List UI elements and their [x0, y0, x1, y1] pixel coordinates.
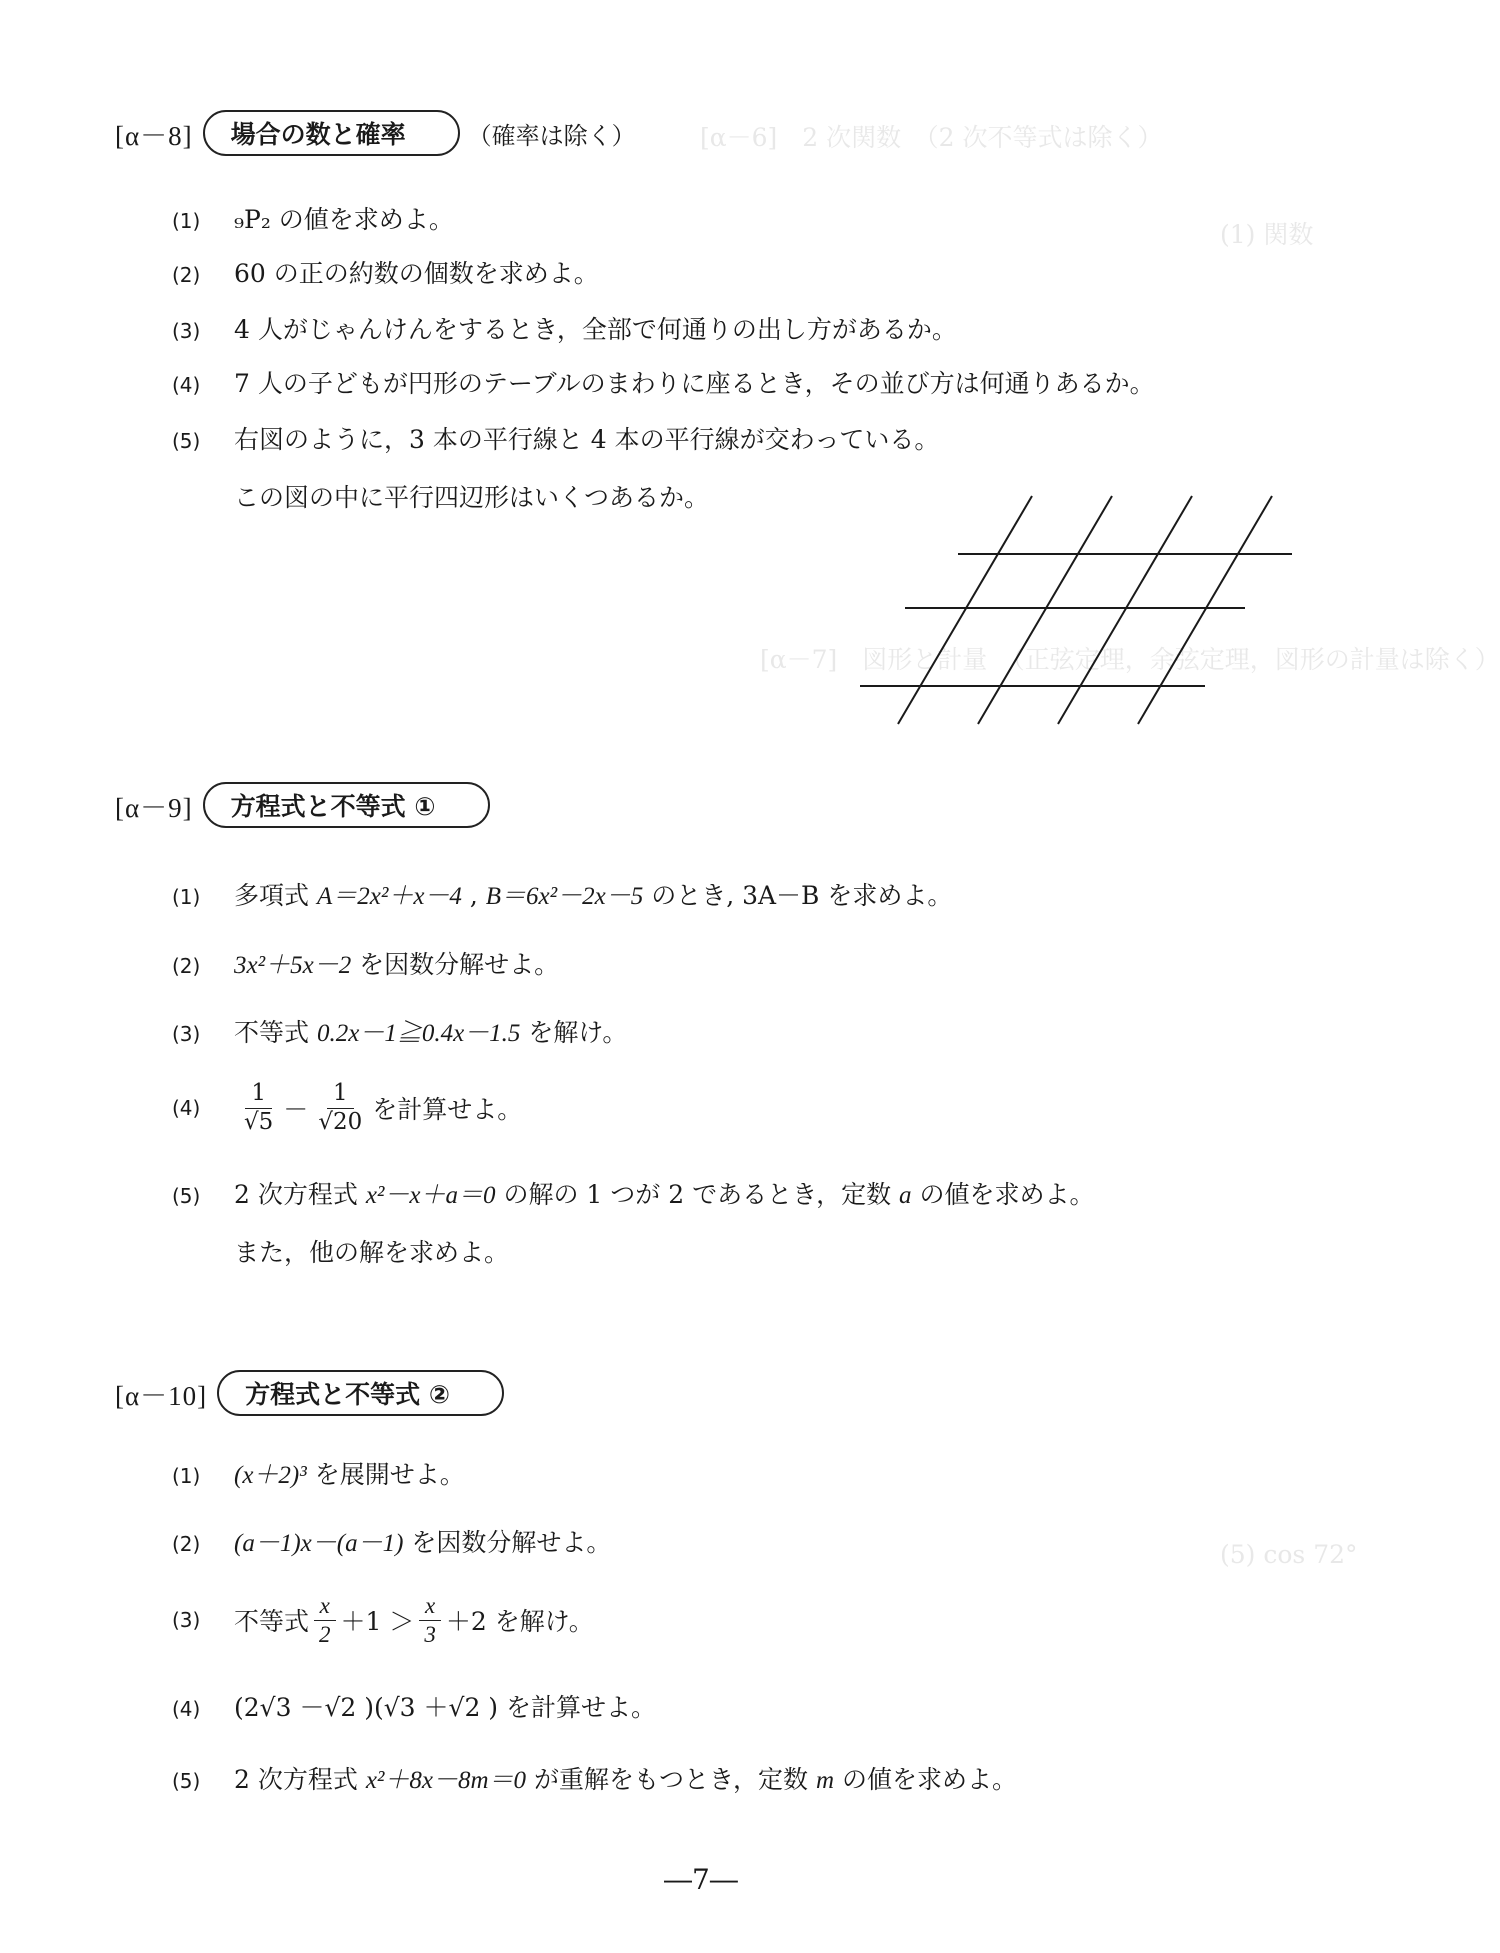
question-pre: 2 次方程式 — [234, 1180, 358, 1209]
question-a8-3 — [172, 310, 957, 346]
question-number: (1) — [172, 209, 201, 233]
numerator: x — [419, 1592, 441, 1621]
question-post: を因数分解せよ。 — [359, 950, 560, 979]
numerator: 1 — [327, 1080, 354, 1109]
section-title: 方程式と不等式 ① — [203, 782, 490, 828]
question-post: を計算せよ。 — [506, 1693, 657, 1722]
question-text: また，他の解を求めよ。 — [234, 1238, 510, 1267]
inequality: 0.2x－1≧0.4x－1.5 — [316, 1020, 521, 1047]
question-mid: の解の 1 つが 2 であるとき，定数 — [503, 1180, 892, 1209]
question-number: (3) — [172, 319, 201, 343]
question-a10-4 — [172, 1688, 656, 1724]
question-a8-1 — [172, 200, 454, 236]
question-text: 右図のように，3 本の平行線と 4 本の平行線が交わっている。 — [234, 425, 940, 454]
polynomial-a: A＝2x²＋x－4 — [316, 883, 462, 910]
question-number: (5) — [172, 1769, 201, 1793]
question-text: 4 人がじゃんけんをするとき，全部で何通りの出し方があるか。 — [234, 315, 957, 344]
question-number: (3) — [172, 1022, 201, 1046]
operator: ＋1 ＞ — [340, 1607, 415, 1637]
question-post: の値を求めよ。 — [842, 1765, 1018, 1794]
question-pre: 2 次方程式 — [234, 1765, 358, 1794]
question-pre: 多項式 — [234, 881, 310, 910]
question-a9-2 — [172, 945, 559, 981]
denominator: 3 — [424, 1621, 436, 1647]
denominator: √20 — [318, 1108, 363, 1135]
expression: (2√3 －√2 )(√3 ＋√2 ) — [234, 1693, 499, 1722]
question-a8-5 — [172, 420, 939, 456]
section-number: [α－9] — [115, 792, 193, 823]
fraction — [313, 1592, 337, 1648]
question-text: 7 人の子どもが円形のテーブルのまわりに座るとき，その並び方は何通りあるか。 — [234, 369, 1155, 398]
question-number: (1) — [172, 1464, 201, 1488]
question-a8-2 — [172, 254, 599, 290]
expression: (x＋2)³ — [234, 1462, 307, 1489]
fraction — [312, 1080, 368, 1136]
section-title: 場合の数と確率 — [203, 110, 460, 156]
question-post: を因数分解せよ。 — [411, 1528, 612, 1557]
variable: m — [815, 1767, 835, 1794]
question-a9-4: (4) $\frac{1}{√5}$ － $\frac{1}{√20}$ を計算せよ。 — [172, 1080, 523, 1135]
question-mid: が重解をもつとき，定数 — [534, 1765, 809, 1794]
variable: a — [899, 1182, 912, 1209]
question-number: (4) — [172, 1697, 201, 1721]
section-header-a9 — [115, 782, 490, 828]
question-number: (3) — [172, 1608, 201, 1633]
question-number: (2) — [172, 1532, 201, 1556]
question-post: のとき, 3A－B を求めよ。 — [651, 881, 953, 910]
expression: (a－1)x－(a－1) — [234, 1530, 404, 1557]
diagonal-line — [898, 496, 1032, 724]
equation: x²－x＋a＝0 — [365, 1182, 496, 1209]
section-number: [α－8] — [115, 120, 193, 151]
denominator: 2 — [319, 1621, 331, 1647]
question-number: (2) — [172, 954, 201, 978]
question-a10-5 — [172, 1760, 1017, 1796]
section-header-a8 — [115, 110, 636, 156]
section-header-a10 — [115, 1370, 504, 1416]
section-title: 方程式と不等式 ② — [217, 1370, 504, 1416]
fraction — [238, 1080, 279, 1136]
question-a9-3 — [172, 1013, 627, 1049]
question-text: ₉P₂ の値を求めよ。 — [234, 205, 454, 234]
question-post: を展開せよ。 — [314, 1460, 465, 1489]
question-a8-4 — [172, 364, 1155, 400]
section-number: [α－10] — [115, 1380, 208, 1411]
expression: 3x²＋5x－2 — [234, 952, 352, 979]
numerator: x — [314, 1592, 336, 1621]
question-post: を計算せよ。 — [372, 1095, 523, 1125]
denominator: √5 — [244, 1108, 274, 1135]
parallel-lines-figure — [860, 490, 1300, 730]
question-number: (5) — [172, 1184, 201, 1208]
diagonal-line — [1058, 496, 1192, 724]
polynomial-b: B＝6x²－2x－5 — [485, 883, 644, 910]
question-number: (4) — [172, 373, 201, 397]
question-text: 60 の正の約数の個数を求めよ。 — [234, 259, 599, 288]
question-post: を解け。 — [494, 1607, 594, 1637]
question-text: この図の中に平行四辺形はいくつあるか。 — [234, 483, 710, 512]
diagonal-line — [1138, 496, 1272, 724]
operator: ＋2 — [445, 1607, 487, 1637]
question-a10-2 — [172, 1523, 611, 1559]
question-number: (1) — [172, 885, 201, 909]
fraction — [418, 1592, 442, 1648]
page-number: ―7― — [664, 1863, 738, 1896]
question-pre: 不等式 — [234, 1607, 310, 1637]
question-post: の値を求めよ。 — [919, 1180, 1095, 1209]
question-post: を解け。 — [528, 1018, 628, 1047]
equation: x²＋8x－8m＝0 — [365, 1767, 527, 1794]
question-number: (4) — [172, 1096, 201, 1121]
numerator: 1 — [245, 1080, 272, 1109]
question-a9-5-line2 — [234, 1233, 509, 1269]
diagonal-line — [978, 496, 1112, 724]
section-note: （確率は除く） — [467, 121, 636, 150]
question-pre: 不等式 — [234, 1018, 310, 1047]
question-a8-5-line2 — [234, 478, 709, 514]
question-number: (5) — [172, 429, 201, 453]
question-number: (2) — [172, 263, 201, 287]
question-a9-5 — [172, 1175, 1095, 1211]
question-a10-1 — [172, 1455, 465, 1491]
question-a9-1: (1) 多項式 A＝2x²＋x－4 , B＝6x²－2x－5 のとき, 3A－B を求めよ。 — [172, 876, 952, 912]
question-a10-3 — [172, 1592, 594, 1648]
